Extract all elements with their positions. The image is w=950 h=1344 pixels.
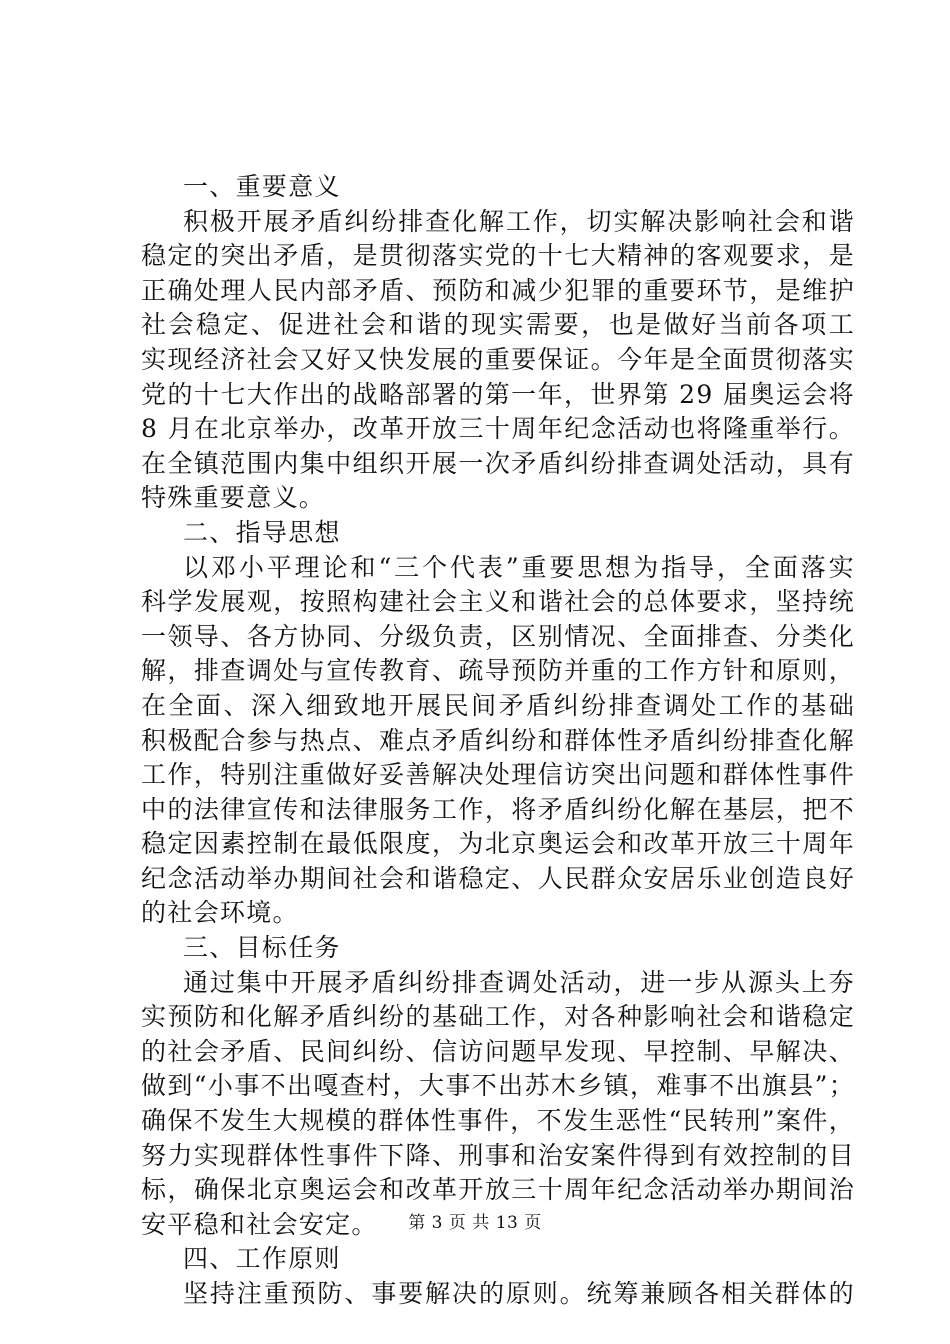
paragraph-line: 解，排查调处与宣传教育、疏导预防并重的工作方针和原则， (141, 656, 855, 686)
paragraph-line: 的社会矛盾、民间纠纷、信访问题早发现、早控制、早解决、 (141, 1036, 855, 1066)
paragraph-line: 实现经济社会又好又快发展的重要保证。今年是全面贯彻落实 (141, 344, 855, 374)
paragraph-line: 以邓小平理论和“三个代表”重要思想为指导，全面落实 (183, 552, 855, 582)
paragraph-line: 实预防和化解矛盾纠纷的基础工作，对各种影响社会和谐稳定 (141, 1002, 855, 1032)
page-footer: 第 3 页 共 13 页 (408, 1213, 542, 1233)
paragraph-line: 特殊重要意义。 (141, 483, 326, 513)
section-heading: 三、目标任务 (183, 933, 341, 963)
paragraph-line: 标，确保北京奥运会和改革开放三十周年纪念活动举办期间治 (141, 1175, 855, 1205)
paragraph-line: 纪念活动举办期间社会和谐稳定、人民群众安居乐业创造良好 (141, 863, 855, 893)
paragraph-line: 一领导、各方协同、分级负责，区别情况、全面排查、分类化 (141, 621, 855, 651)
document-body (141, 170, 855, 1312)
paragraph-line: 社会稳定、促进社会和谐的现实需要，也是做好当前各项工 (141, 310, 855, 340)
paragraph-line: 确保不发生大规模的群体性事件，不发生恶性“民转刑”案件， (141, 1106, 855, 1136)
paragraph-line: 通过集中开展矛盾纠纷排查调处活动，进一步从源头上夯 (183, 967, 855, 997)
section-heading: 一、重要意义 (183, 172, 341, 201)
paragraph-line: 安平稳和社会安定。 (141, 1209, 378, 1239)
paragraph-line: 8 月在北京举办，改革开放三十周年纪念活动也将隆重举行。 (141, 414, 855, 444)
paragraph-line: 中的法律宣传和法律服务工作，将矛盾纠纷化解在基层，把不 (141, 794, 855, 824)
paragraph-line: 积极开展矛盾纠纷排查化解工作，切实解决影响社会和谐 (183, 206, 855, 236)
paragraph-line: 正确处理人民内部矛盾、预防和减少犯罪的重要环节，是维护 (141, 275, 855, 305)
paragraph-line: 党的十七大作出的战略部署的第一年，世界第 29 届奥运会将 (141, 379, 855, 409)
section-heading: 四、工作原则 (183, 1244, 341, 1274)
paragraph-line: 稳定因素控制在最低限度，为北京奥运会和改革开放三十周年 (141, 829, 855, 859)
paragraph-line: 坚持注重预防、事要解决的原则。统筹兼顾各相关群体的 (183, 1279, 855, 1308)
paragraph-line: 努力实现群体性事件下降、刑事和治安案件得到有效控制的目 (141, 1140, 855, 1170)
paragraph-line: 在全面、深入细致地开展民间矛盾纠纷排查调处工作的基础 (141, 690, 855, 720)
paragraph-line: 的社会环境。 (141, 898, 299, 928)
section-heading: 二、指导思想 (183, 517, 341, 547)
paragraph-line: 做到“小事不出嘎查村，大事不出苏木乡镇，难事不出旗县”； (141, 1071, 855, 1101)
paragraph-line: 积极配合参与热点、难点矛盾纠纷和群体性矛盾纠纷排查化解 (141, 725, 855, 755)
paragraph-line: 工作，特别注重做好妥善解决处理信访突出问题和群体性事件 (141, 760, 855, 790)
paragraph-line: 稳定的突出矛盾，是贯彻落实党的十七大精神的客观要求，是 (141, 241, 855, 271)
paragraph-line: 在全镇范围内集中组织开展一次矛盾纠纷排查调处活动，具有 (141, 448, 855, 478)
paragraph-line: 科学发展观，按照构建社会主义和谐社会的总体要求，坚持统 (141, 587, 855, 617)
